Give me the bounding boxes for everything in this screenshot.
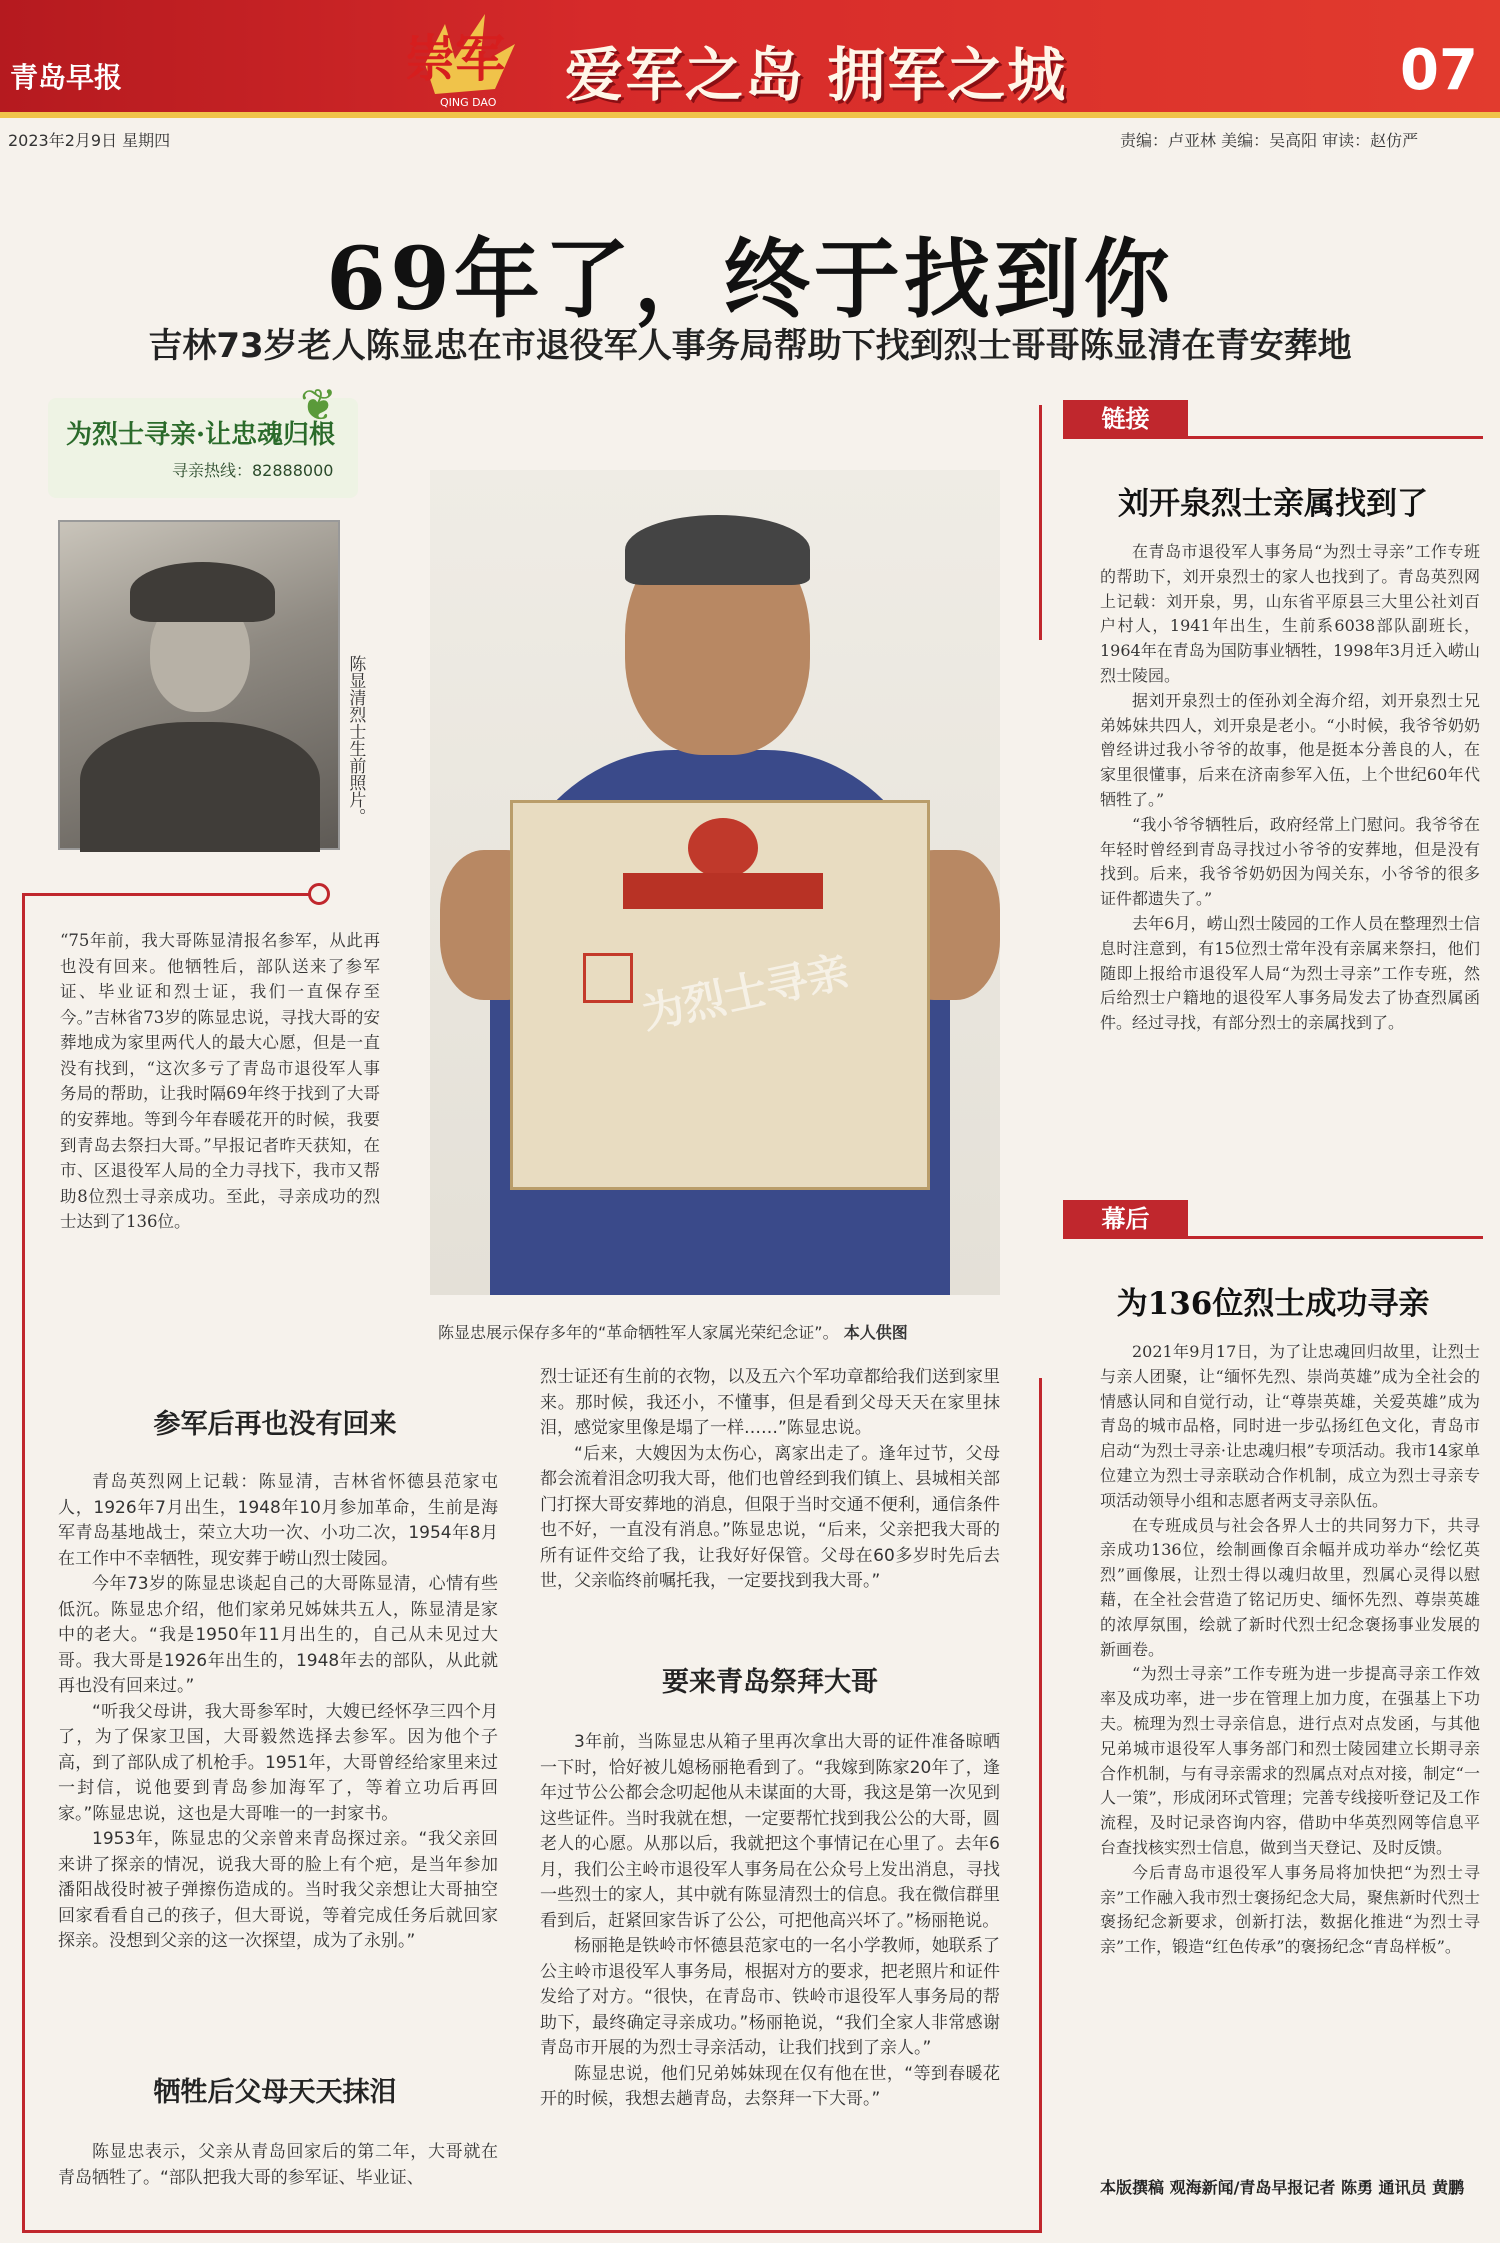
paper-name: 青岛早报 [10,61,123,94]
frame-line-top [22,893,318,896]
chongjun-logo [385,4,545,112]
banner-stripe [0,112,1500,118]
sidebar-1-body [1100,540,1480,1036]
section-heading-1: 参军后再也没有回来 [153,1409,397,1440]
frame-line-right-top [1039,405,1042,640]
old-photo-caption: 陈显清烈士生前照片。 [345,655,366,825]
photo-watermark: 为烈士寻亲 [637,946,854,1039]
certificate-stamp [583,953,633,1003]
certificate-emblem [688,818,758,878]
sidebar-2-paragraph: 今后青岛市退役军人事务局将加快把“为烈士寻亲”工作融入我市烈士褒扬纪念大局，聚焦新时代烈士褒扬纪念新要求，创新打法，数据化推进“为烈士寻亲”工作，锻造“红色传承”的褒扬纪念“青岛样板”。 [1100,1862,1480,1957]
photo-figure-cap [130,562,275,622]
frame-circle-ornament [308,883,330,905]
leaf-icon: ❦ [300,380,337,431]
intro-paragraph: “75年前，我大哥陈显清报名参军，从此再也没有回来。他牺牲后，部队送来了参军证、毕业证和烈士证，我们一直保存至今。”吉林省73岁的陈显忠说，寻找大哥的安葬地成为家里两代人的最大心愿，但是一直没有找到，“这次多亏了青岛市退役军人事务局的帮助，让我时隔69年终于找到了大哥的安葬地。等到今年春暖花开的时候，我要到青岛去祭扫大哥。”早报记者昨天获知，在市、区退役军人局的全力寻找下，我市又帮助8位烈士寻亲成功。至此，寻亲成功的烈士达到了136位。 [60,931,380,1232]
column-badge-hotline: 寻亲热线：82888000 [172,461,334,480]
subheadline: 吉林73岁老人陈显忠在市退役军人事务局帮助下找到烈士哥哥陈显清在青安葬地 [148,326,1352,366]
logo-sub: QING DAO [440,96,497,109]
header-slogan: 爱军之岛 拥军之城 [565,41,1068,109]
sidebar-1-paragraph: 去年6月，崂山烈士陵园的工作人员在整理烈士信息时注意到，有15位烈士常年没有亲属来祭扫，他们随即上报给市退役军人局“为烈士寻亲”工作专班，然后给烈士户籍地的退役军人事务局发去了协查烈属函件。经过寻找，有部分烈士的亲属找到了。 [1100,913,1480,1033]
section-3-paragraph: 陈显忠说，他们兄弟姊妹现在仅有他在世，“等到春暖花开的时候，我想去趟青岛，去祭拜一下大哥。” [540,2063,1000,2109]
column-2-paragraph: “后来，大嫂因为太伤心，离家出走了。逢年过节，父母都会流着泪念叨我大哥，他们也曾经到我们镇上、县城相关部门打探大哥安葬地的消息，但限于当时交通不便利，通信条件也不好，一直没有消息。”陈显忠说，“后来，父亲把我大哥的所有证件交给了我，让我好好保管。父母在60多岁时先后去世，父亲临终前嘱托我，一定要找到我大哥。” [540,1443,1000,1591]
sidebar-1-paragraph: 在青岛市退役军人事务局“为烈士寻亲”工作专班的帮助下，刘开泉烈士的家人也找到了。青岛英烈网上记载：刘开泉，男，山东省平原县三大里公社刘百户村人，1941年出生，生前系6038部队副班长，1964年在青岛为国防事业牺牲，1998年3月迁入崂山烈士陵园。 [1100,542,1480,685]
old-portrait-photo [58,520,340,850]
section-3-paragraph: 3年前，当陈显忠从箱子里再次拿出大哥的证件准备晾晒一下时，恰好被儿媳杨丽艳看到了。“我嫁到陈家20年了，逢年过节公公都会念叨起他从未谋面的大哥，我这是第一次见到这些证件。当时我就在想，一定要帮忙找到我公公的大哥，圆老人的心愿。从那以后，我就把这个事情记在心里了。去年6月，我们公主岭市退役军人事务局在公众号上发出消息，寻找一些烈士的家人，其中就有陈显清烈士的信息。我在微信群里看到后，赶紧回家告诉了公公，可把他高兴坏了。”杨丽艳说。 [540,1732,1000,1931]
editor-credits: 责编：卢亚林 美编：吴高阳 审读：赵仿严 [1120,131,1419,150]
sidebar-1-paragraph: “我小爷爷牺牲后，政府经常上门慰问。我爷爷在年轻时曾经到青岛寻找过小爷爷的安葬地，但是没有找到。后来，我爷爷奶奶因为闯关东，小爷爷的很多证件都遗失了。” [1100,814,1480,909]
section-3-paragraph: 杨丽艳是铁岭市怀德县范家屯的一名小学教师，她联系了公主岭市退役军人事务局，根据对方的要求，把老照片和证件发给了对方。“很快，在青岛市、铁岭市退役军人事务局的帮助下，最终确定寻亲成功。”杨丽艳说，“我们全家人非常感谢青岛市开展的为烈士寻亲活动，让我们找到了亲人。” [540,1936,1000,2058]
column-2-paragraph: 烈士证还有生前的衣物，以及五六个军功章都给我们送到家里来。那时候，我还小，不懂事，但是看到父母天天在家里抹泪，感觉家里像是塌了一样……”陈显忠说。 [540,1367,1000,1438]
sidebar-rule [1063,436,1483,439]
sidebar-2-paragraph: 2021年9月17日，为了让忠魂回归故里，让烈士与亲人团聚，让“缅怀先烈、崇尚英雄”成为全社会的情感认同和自觉行动，让“尊崇英雄，关爱英雄”成为青岛的城市品格，同时进一步弘扬红色文化，青岛市启动“为烈士寻亲·让忠魂归根”专项活动。我市14家单位建立为烈士寻亲联动合作机制，成立为烈士寻亲专项活动领导小组和志愿者两支寻亲队伍。 [1100,1342,1480,1510]
sidebar-1-paragraph: 据刘开泉烈士的侄孙刘全海介绍，刘开泉烈士兄弟姊妹共四人，刘开泉是老小。“小时候，我爷爷奶奶曾经讲过我小爷爷的故事，他是挺本分善良的人，在家里很懂事，后来在济南参军入伍，上个世纪60年代牺牲了。” [1100,690,1480,809]
column-2-body [540,1365,1000,1595]
section-2-paragraph: 陈显忠表示，父亲从青岛回家后的第二年，大哥就在青岛牺牲了。“部队把我大哥的参军证、毕业证、 [58,2142,498,2188]
page-number: 07 [1400,38,1478,103]
section-heading-2: 牺牲后父母天天抹泪 [153,2077,397,2108]
section-1-paragraph: 1953年，陈显忠的父亲曾来青岛探过亲。“我父亲回来讲了探亲的情况，说我大哥的脸上有个疤，是当年参加潘阳战役时被子弹擦伤造成的。当时我父亲想让大哥抽空回家看看自己的孩子，但大哥说，等着完成任务后就回家探亲。没想到父亲的这一次探望，成为了永别。” [58,1829,498,1951]
photo-figure-body [80,722,320,852]
sidebar-tag-behind-scenes: 幕后 [1063,1200,1188,1238]
sidebar-tag-link: 链接 [1063,400,1188,438]
photo-hair [625,515,810,585]
section-1-paragraph: 今年73岁的陈显忠谈起自己的大哥陈显清，心情有些低沉。陈显忠介绍，他们家弟兄姊妹共五人，陈显清是家中的老大。“我是1950年11月出生的，自己从未见过大哥。我大哥是1926年出生的，1948年去的部队，从此就再也没有回来过。” [58,1574,498,1696]
headline: 69年了，终于找到你 [326,229,1174,330]
byline: 本版撰稿 观海新闻/青岛早报记者 陈勇 通讯员 黄鹏 [1100,2178,1465,2197]
main-photo-caption [438,1320,908,1343]
section-1-paragraph: 青岛英烈网上记载：陈显清，吉林省怀德县范家屯人，1926年7月出生，1948年10月参加革命，生前是海军青岛基地战士，荣立大功一次、小功二次，1954年8月在工作中不幸牺牲，现安葬于崂山烈士陵园。 [58,1472,498,1569]
section-3-body [540,1730,1000,2113]
certificate-flags [623,873,823,909]
column-badge-title: 为烈士寻亲·让忠魂归根 [66,420,336,450]
sidebar-rule [1063,1236,1483,1239]
frame-line-right [1039,1378,1042,2233]
main-photo-credit: 本人供图 [843,1323,908,1342]
sidebar-2-paragraph: 在专班成员与社会各界人士的共同努力下，共寻亲成功136位，绘制画像百余幅并成功举办“绘忆英烈”画像展，让烈士得以魂归故里，烈属心灵得以慰藉，在全社会营造了铭记历史、缅怀先烈、尊崇英雄的浓厚氛围，绘就了新时代烈士纪念褒扬事业发展的新画卷。 [1100,1515,1480,1659]
section-1-body [58,1470,498,1955]
sidebar-1-title: 刘开泉烈士亲属找到了 [1118,486,1428,522]
sidebar-2-body [1100,1340,1480,1960]
main-photo [430,470,1000,1295]
sidebar-2-paragraph: “为烈士寻亲”工作专班为进一步提高寻亲工作效率及成功率，进一步在管理上加力度，在强基上下功夫。梳理为烈士寻亲信息，进行点对点发函，与其他兄弟城市退役军人事务部门和烈士陵园建立长期寻亲合作机制，与有寻亲需求的烈属点对点对接，制定“一人一策”，形成闭环式管理；完善专线接听登记及工作流程，及时记录咨询内容，借助中华英烈网等信息平台查找核实烈士信息，做到当天登记、及时反馈。 [1100,1664,1480,1857]
section-heading-3: 要来青岛祭拜大哥 [662,1667,878,1698]
sidebar-2-title: 为136位烈士成功寻亲 [1116,1286,1430,1322]
section-2-body [58,2140,498,2191]
dateline: 2023年2月9日 星期四 [8,131,171,150]
frame-line-left [22,893,25,2233]
frame-line-bottom [22,2230,1042,2233]
logo-text: 崇军 [405,29,505,88]
main-photo-caption-text: 陈显忠展示保存多年的“革命牺牲军人家属光荣纪念证”。 [438,1323,839,1342]
section-1-paragraph: “听我父母讲，我大哥参军时，大嫂已经怀孕三四个月了，为了保家卫国，大哥毅然选择去参军。因为他个子高，到了部队成了机枪手。1951年，大哥曾经给家里来过一封信，说他要到青岛参加海军了，等着立功后再回家。”陈显忠说，这也是大哥唯一的一封家书。 [58,1701,498,1824]
